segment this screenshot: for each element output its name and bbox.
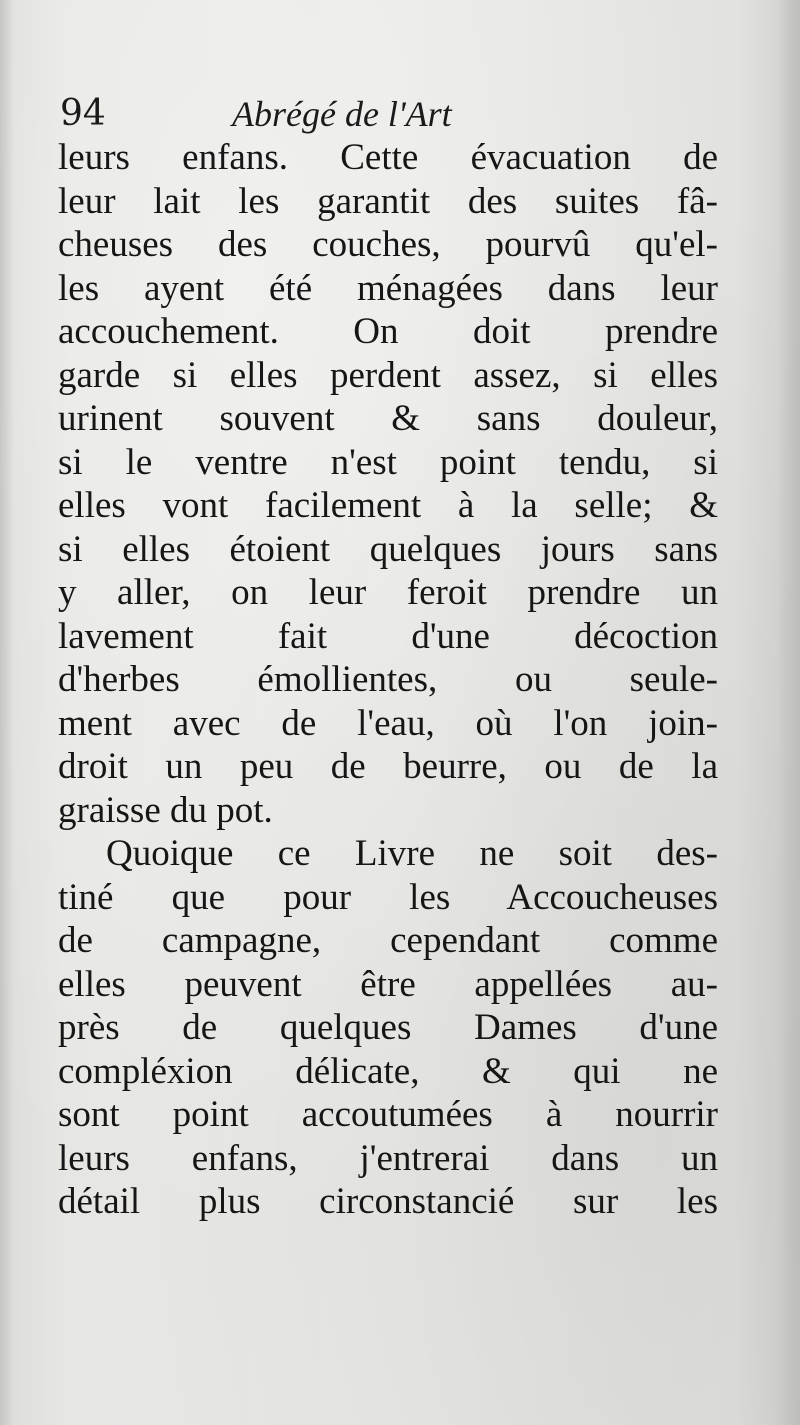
text-line: y aller, on leur feroit prendre un	[58, 572, 718, 613]
page-header	[60, 92, 720, 136]
text-line: près de quelques Dames d'une	[58, 1007, 718, 1048]
text-line: de campagne, cependant comme	[58, 920, 718, 961]
text-line: urinent souvent & sans douleur,	[58, 398, 718, 439]
text-line: elles peuvent être appellées au-	[58, 963, 718, 1005]
text-line: accouchement. On doit prendre	[58, 311, 718, 352]
text-line: droit un peu de beurre, ou de la	[58, 746, 718, 787]
text-line: leurs enfans. Cette évacuation de	[58, 137, 718, 178]
text-line: si elles étoient quelques jours sans	[58, 528, 718, 570]
running-head: Abrégé de l'Art	[232, 94, 452, 134]
text-line: leurs enfans, j'entrerai dans un	[58, 1137, 718, 1179]
text-line: graisse du pot.	[58, 789, 273, 831]
text-line: si le ventre n'est point tendu, si	[58, 441, 718, 483]
text-line: ment avec de l'eau, où l'on join-	[58, 702, 718, 744]
text-line: d'herbes émollientes, ou seule-	[58, 659, 718, 700]
text-line: garde si elles perdent assez, si elles	[58, 354, 718, 396]
text-line: Quoique ce Livre ne soit des-	[106, 833, 718, 874]
text-line: leur lait les garantit des suites fâ-	[58, 180, 718, 222]
text-line: elles vont facilement à la selle; &	[58, 485, 718, 526]
text-line: cheuses des couches, pourvû qu'el-	[58, 224, 718, 265]
text-line: les ayent été ménagées dans leur	[58, 267, 718, 309]
body-text	[58, 136, 718, 1224]
text-line: lavement fait d'une décoction	[58, 615, 718, 657]
page-number: 94	[60, 93, 106, 134]
text-line: détail plus circonstancié sur les	[58, 1181, 718, 1222]
text-line: tiné que pour les Accoucheuses	[58, 876, 718, 918]
text-line: sont point accoutumées à nourrir	[58, 1094, 718, 1135]
text-line: compléxion délicate, & qui ne	[58, 1050, 718, 1092]
